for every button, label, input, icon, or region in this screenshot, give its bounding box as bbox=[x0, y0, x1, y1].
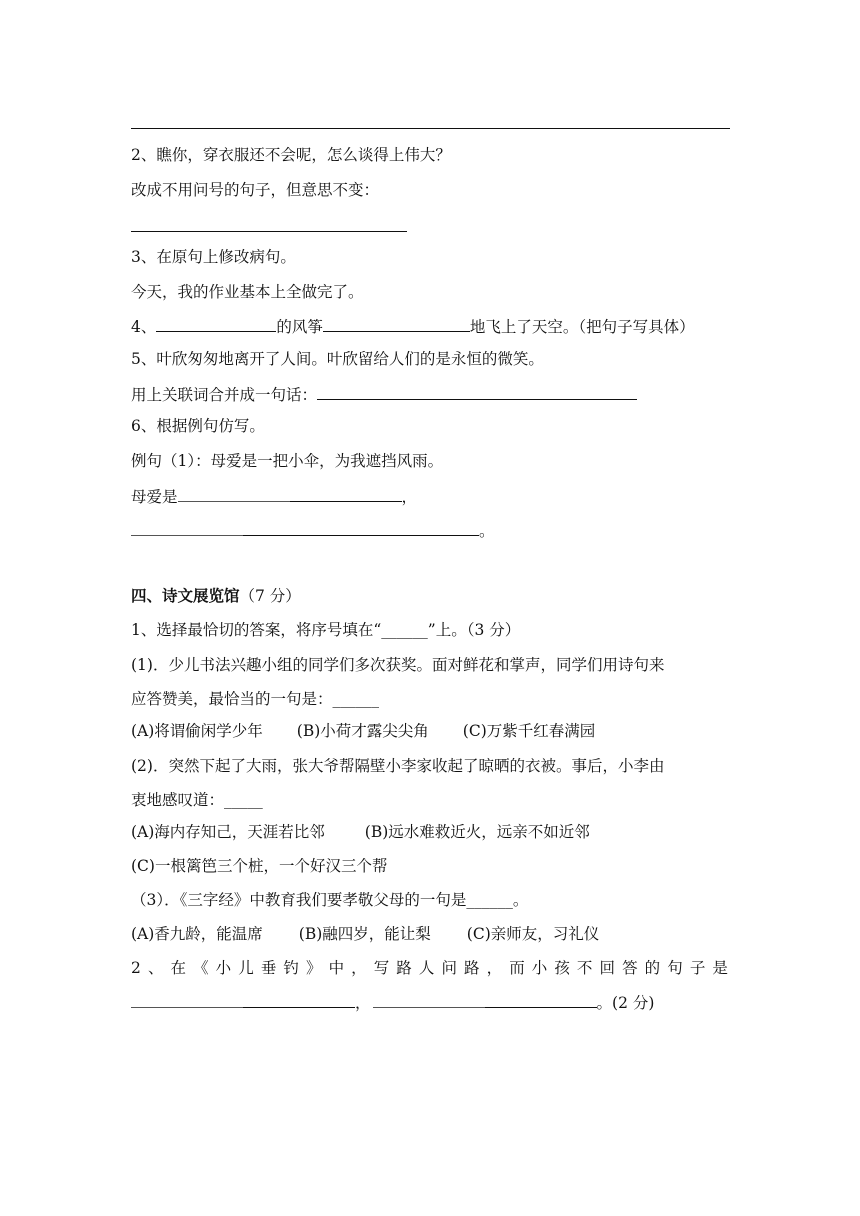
s4q2-prompt-char: 写 bbox=[373, 959, 390, 977]
s4q2-prompt-char: 的 bbox=[644, 959, 661, 977]
question-2-instruction: 改成不用问号的句子，但意思不变： bbox=[131, 181, 380, 199]
s4q2-prompt-char: 2 bbox=[131, 959, 141, 977]
s4q2-suffix: 。(2 分) bbox=[596, 994, 655, 1012]
s4q1-sub-3-option-b[interactable]: (B)融四岁，能让梨 bbox=[298, 925, 431, 943]
question-6-prompt: 6、根据例句仿写。 bbox=[131, 417, 265, 435]
s4q2-prompt-char: 而 bbox=[509, 959, 525, 977]
section-4-question-2-prompt bbox=[131, 957, 728, 979]
s4q2-prompt-char: 在 bbox=[170, 959, 187, 977]
question-5-line bbox=[131, 382, 637, 406]
s4q2-prompt-char: 儿 bbox=[238, 959, 254, 977]
question-4-blank-1[interactable] bbox=[156, 314, 276, 332]
s4q2-prompt-char: ， bbox=[486, 959, 503, 977]
question-5-prompt: 5、叶欣匆匆地离开了人间。叶欣留给人们的是永恒的微笑。 bbox=[131, 350, 544, 368]
question-2-answer-line[interactable] bbox=[131, 231, 407, 232]
question-6-line-1-prefix: 母爱是 bbox=[131, 488, 178, 506]
s4q2-prompt-char: 回 bbox=[599, 959, 616, 977]
s4q2-prompt-char: 中 bbox=[328, 959, 345, 977]
question-6-line-1-suffix: ， bbox=[401, 488, 418, 506]
s4q2-prompt-char: 钓 bbox=[283, 959, 299, 977]
section-4-points: （7 分） bbox=[239, 587, 301, 605]
s4q2-prompt-char: 孩 bbox=[554, 959, 570, 977]
s4q1-sub-3-option-c[interactable]: (C)亲师友，习礼仪 bbox=[466, 925, 600, 943]
question-6-example: 例句（1）：母爱是一把小伞，为我遮挡风雨。 bbox=[131, 452, 444, 470]
s4q1-sub-3-line: （3）．《三字经》中教育我们要孝敬父母的一句是______。 bbox=[131, 891, 529, 909]
answer-line-top bbox=[131, 128, 730, 129]
section-4-question-2-answer-line bbox=[131, 990, 654, 1014]
s4q2-prompt-char: 子 bbox=[689, 959, 706, 977]
s4q2-blank-2b[interactable] bbox=[485, 990, 597, 1008]
question-5-answer-blank[interactable] bbox=[317, 382, 637, 400]
s4q2-prompt-char: 不 bbox=[576, 959, 593, 977]
question-6-line-1 bbox=[131, 484, 417, 508]
question-4 bbox=[131, 314, 695, 338]
s4q1-sub-2-option-a[interactable]: (A)海内存知己，天涯若比邻 bbox=[131, 823, 325, 841]
s4q2-blank-2a[interactable] bbox=[373, 990, 485, 1008]
s4q2-prompt-char: 《 bbox=[193, 959, 209, 977]
s4q1-sub-1-line-2: 应答赞美，最恰当的一句是：______ bbox=[131, 690, 380, 708]
s4q2-prompt-char: 、 bbox=[147, 959, 164, 977]
question-2-prompt: 2、瞧你，穿衣服还不会呢，怎么谈得上伟大？ bbox=[131, 146, 451, 164]
question-6-blank-2b[interactable] bbox=[243, 518, 479, 536]
question-6-blank-1b[interactable] bbox=[290, 484, 402, 502]
question-6-line-2 bbox=[131, 518, 495, 542]
s4q1-sub-2-option-c[interactable]: (C)一根篱笆三个桩，一个好汉三个帮 bbox=[131, 857, 388, 875]
s4q1-sub-1-options bbox=[131, 720, 595, 742]
section-4-question-1-prompt: 1、选择最恰切的答案，将序号填在“______”上。（3 分） bbox=[131, 621, 521, 639]
s4q1-sub-2-option-b[interactable]: (B)远水难救近火，远亲不如近邻 bbox=[364, 823, 590, 841]
question-6-blank-1a[interactable] bbox=[178, 484, 290, 502]
s4q2-blank-1a[interactable] bbox=[131, 990, 243, 1008]
s4q1-sub-1-option-c[interactable]: (C)万紫千红春满园 bbox=[462, 722, 596, 740]
question-4-blank-2[interactable] bbox=[323, 314, 470, 332]
question-4-prefix: 4、 bbox=[131, 318, 157, 336]
s4q1-sub-1-line-1: (1)．少儿书法兴趣小组的同学们多次获奖。面对鲜花和掌声，同学们用诗句来 bbox=[131, 656, 665, 674]
s4q2-prompt-char: ， bbox=[351, 959, 367, 977]
question-6-blank-2a[interactable] bbox=[131, 518, 243, 536]
s4q2-prompt-char: 人 bbox=[418, 959, 435, 977]
s4q1-sub-3-option-a[interactable]: (A)香九龄，能温席 bbox=[131, 925, 263, 943]
s4q2-prompt-char: 垂 bbox=[260, 959, 277, 977]
question-3-sentence: 今天，我的作业基本上全做完了。 bbox=[131, 283, 364, 301]
s4q2-prompt-char: 小 bbox=[215, 959, 232, 977]
s4q1-sub-2-line-2: 衷地感叹道：_____ bbox=[131, 791, 263, 809]
question-4-suffix: 地飞上了天空。（把句子写具体） bbox=[469, 318, 695, 336]
question-3-prompt: 3、在原句上修改病句。 bbox=[131, 248, 296, 266]
s4q1-sub-1-option-b[interactable]: (B)小荷才露尖尖角 bbox=[296, 722, 429, 740]
s4q2-prompt-char: 路 bbox=[396, 959, 412, 977]
s4q1-sub-3-options bbox=[131, 923, 599, 945]
s4q1-sub-2-line-1: (2)．突然下起了大雨，张大爷帮隔壁小李家收起了晾晒的衣被。事后，小李由 bbox=[131, 757, 665, 775]
s4q1-sub-1-option-a[interactable]: (A)将谓偷闲学少年 bbox=[131, 722, 263, 740]
s4q2-prompt-char: 路 bbox=[464, 959, 480, 977]
s4q2-blank-1b[interactable] bbox=[243, 990, 355, 1008]
question-6-line-2-suffix: 。 bbox=[479, 522, 495, 540]
s4q1-sub-2-options bbox=[131, 821, 590, 843]
s4q2-prompt-char: 问 bbox=[441, 959, 457, 977]
s4q2-prompt-char: 句 bbox=[667, 959, 683, 977]
s4q2-prompt-char: 》 bbox=[305, 959, 322, 977]
s4q2-prompt-char: 小 bbox=[531, 959, 548, 977]
s4q2-prompt-char: 答 bbox=[622, 959, 638, 977]
section-4-heading bbox=[131, 585, 301, 607]
section-4-title: 四、诗文展览馆 bbox=[131, 586, 240, 605]
s4q2-separator: ， bbox=[355, 994, 371, 1012]
question-5-instruction: 用上关联词合并成一句话： bbox=[131, 386, 318, 404]
question-4-mid: 的风筝 bbox=[276, 318, 323, 336]
s4q2-prompt-char: 是 bbox=[712, 959, 728, 977]
